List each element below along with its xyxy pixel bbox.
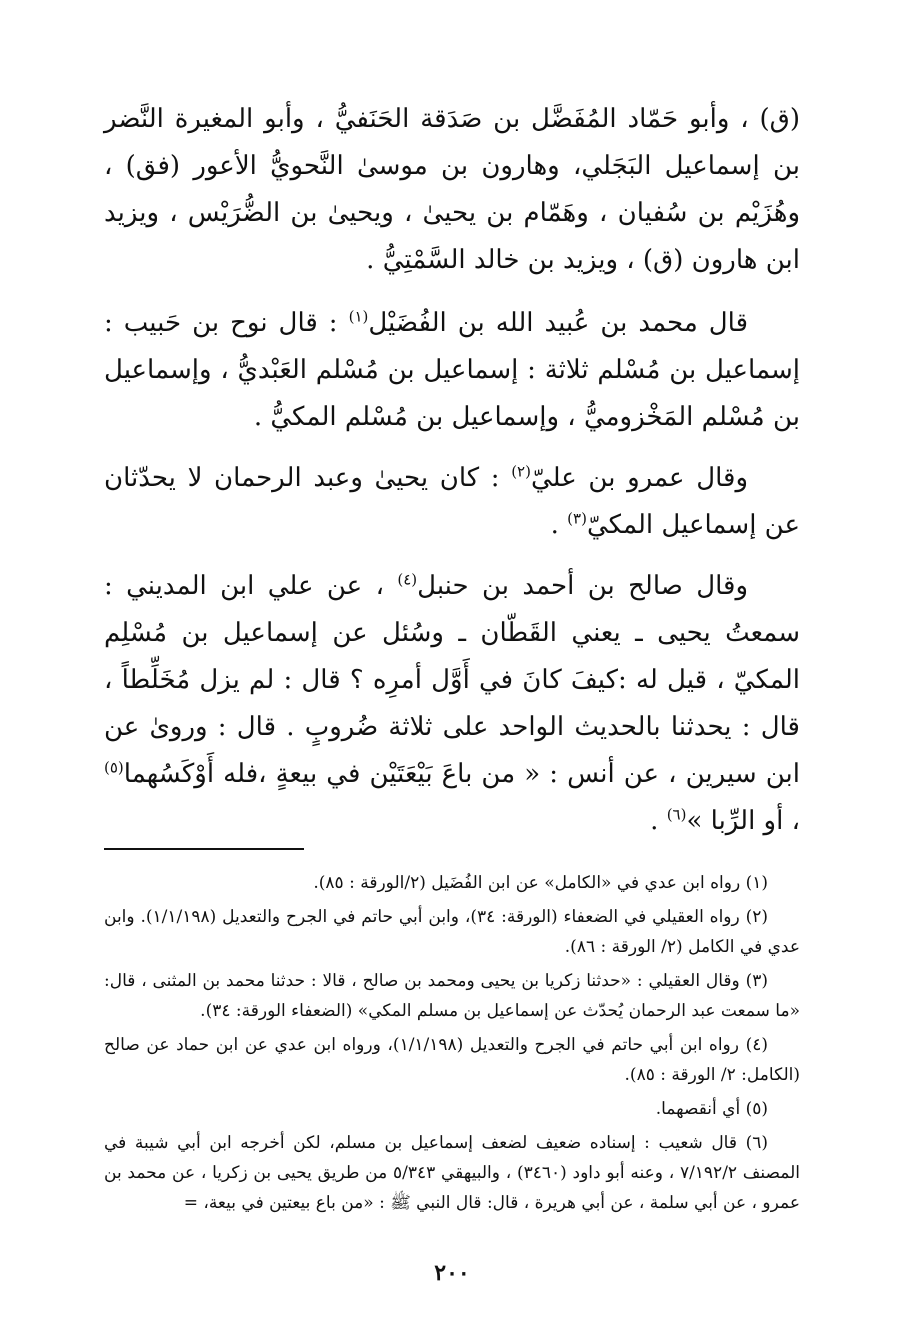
footnote-ref-4[interactable]: (٤): [397, 570, 418, 589]
paragraph-muhammad-ibn-ubaydullah: [104, 300, 800, 441]
footnote-ref-3[interactable]: (٣): [567, 509, 587, 528]
paragraph-text: قال محمد بن عُبيد الله بن الفُضَيْل: [368, 308, 749, 338]
paragraph-text: وقال عمرو بن عليّ: [530, 463, 748, 493]
paragraph-text: وقال صالح بن أحمد بن حنبل: [417, 571, 748, 601]
footnote-6: (٦) قال شعيب : إسناده ضعيف لضعف إسماعيل بن مسلم، لكن أخرجه ابن أبي شيبة في المصنف ٧/١٩٢/٢ ، وعنه أبو داود (٣٤٦٠) ، والبيهقي ٥/٣٤٣ من طريق يحيى بن زكريا ، عن محمد بن عمرو ، عن أبي سلمة ، عن أبي هريرة ، قال: قال النبي ﷺ : «من باع بيعتين في بيعة، =: [104, 1133, 800, 1213]
footnote-divider: [104, 848, 304, 850]
footnotes: [104, 868, 800, 1222]
footnote-ref-5[interactable]: (٥): [104, 758, 124, 777]
main-text: [104, 96, 800, 845]
footnote-4: (٤) رواه ابن أبي حاتم في الجرح والتعديل (١/١/١٩٨)، ورواه ابن عدي عن ابن حماد عن صالح (الكامل: ٢/ الورقة : ٨٥).: [104, 1035, 800, 1085]
book-page: [104, 96, 800, 1316]
page-number: ٢٠٠: [434, 1260, 470, 1286]
paragraph-salih-ibn-ahmad: [104, 563, 800, 845]
paragraph-text: ، أو الرِّبا »: [686, 806, 800, 836]
paragraph-text: .: [550, 510, 568, 540]
footnote-5: (٥) أي أنقصهما.: [655, 1099, 768, 1119]
footnote-ref-1[interactable]: (١): [348, 307, 369, 326]
paragraph-amr-ibn-ali: [104, 455, 800, 549]
footnote-ref-2[interactable]: (٢): [511, 462, 531, 481]
paragraph-text: : قال نوح بن حَبيب : إسماعيل بن مُسْلم ثلاثة : إسماعيل بن مُسْلم العَبْديُّ ، وإسماعيل بن مُسْلم المَخْزوميُّ ، وإسماعيل بن مُسْلم المكيُّ .: [104, 308, 800, 432]
footnote-1: (١) رواه ابن عدي في «الكامل» عن ابن الفُضَيل (٢/الورقة : ٨٥).: [313, 873, 768, 893]
paragraph-narrators: (ق) ، وأبو حَمّاد المُفَضَّل بن صَدَقة الحَنَفيُّ ، وأبو المغيرة النَّضر بن إسماعيل البَجَلي، وهارون بن موسىٰ النَّحويُّ الأعور (فق) ، وهُزَيْم بن سُفيان ، وهَمّام بن يحيىٰ ، ويحيىٰ بن الضُّرَيْس ، ويزيد ابن هارون (ق) ، ويزيد بن خالد السَّمْتِيُّ .: [104, 104, 800, 275]
paragraph-text: : كان يحيىٰ وعبد الرحمان لا يحدّثان عن إسماعيل المكيّ: [104, 463, 800, 540]
footnote-ref-6[interactable]: (٦): [666, 805, 687, 824]
footnote-3: (٣) وقال العقيلي : «حدثنا زكريا بن يحيى ومحمد بن صالح ، قالا : حدثنا محمد بن المثنى ، قال: «ما سمعت عبد الرحمان يُحدّث عن إسماعيل بن مسلم المكي» (الضعفاء الورقة: ٣٤).: [104, 971, 800, 1021]
paragraph-text: .: [650, 806, 667, 836]
paragraph-text: ، عن علي ابن المديني : سمعتُ يحيى ـ يعني القَطّان ـ وسُئل عن إسماعيل بن مُسْلِم المكيّ ، قيل له :كيفَ كانَ في أَوَّل أمرِه ؟ قال : لم يزل مُخَلِّطاً ، قال : يحدثنا بالحديث الواحد على ثلاثة ضُروبٍ . قال : وروىٰ عن ابن سيرين ، عن أنس : « من باعَ بَيْعَتَيْن في بيعةٍ ،فله أَوْكَسُهما: [104, 571, 800, 789]
footnote-2: (٢) رواه العقيلي في الضعفاء (الورقة: ٣٤)، وابن أبي حاتم في الجرح والتعديل (١/١/١٩٨). وابن عدي في الكامل (٢/ الورقة : ٨٦).: [104, 907, 800, 957]
